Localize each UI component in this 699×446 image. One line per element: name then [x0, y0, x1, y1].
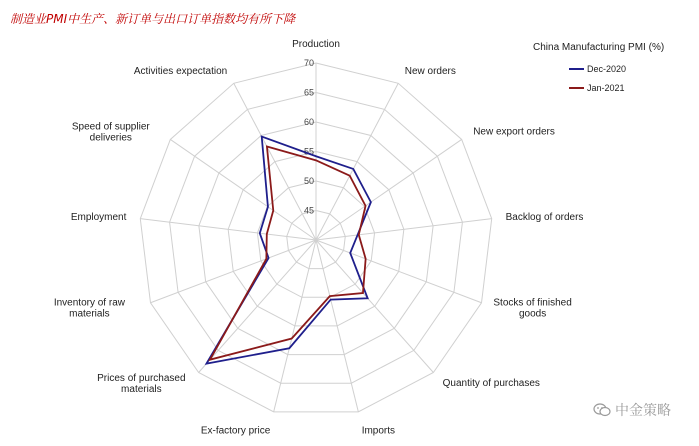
watermark — [593, 400, 671, 420]
axis-label: Quantity of purchases — [442, 377, 540, 389]
tick-label: 55 — [303, 146, 314, 157]
tick-label: 70 — [303, 58, 314, 68]
axis-label: Stocks of finished goods — [493, 297, 572, 320]
tick-label: 45 — [303, 205, 314, 216]
axis-label: Inventory of raw materials — [53, 297, 125, 320]
axis-label: Ex-factory price — [200, 425, 271, 437]
legend-label: Jan-2021 — [587, 83, 625, 93]
axis-spoke — [199, 240, 316, 372]
wechat-icon — [593, 403, 611, 417]
legend — [533, 42, 664, 93]
axis-spoke — [316, 83, 398, 240]
legend-label: Dec-2020 — [587, 64, 627, 74]
legend-title: China Manufacturing PMI (%) — [533, 42, 665, 53]
watermark-text: 中金策略 — [615, 403, 671, 419]
radar-ticks — [304, 58, 314, 216]
axis-label: Imports — [361, 425, 396, 437]
axis-label: Speed of supplier deliveries — [71, 121, 150, 144]
axis-label: Activities expectation — [133, 65, 228, 77]
axis-label: Employment — [70, 211, 127, 223]
axis-label: Backlog of orders — [505, 211, 584, 223]
axis-spoke — [234, 83, 316, 240]
axis-label: Production — [292, 39, 340, 50]
chart-caption: 制造业PMI中生产、新订单与出口订单指数均有所下降 — [10, 12, 296, 26]
radar-axes — [140, 63, 491, 412]
axis-label: New export orders — [473, 126, 555, 138]
tick-label: 60 — [303, 117, 314, 127]
axis-spoke — [316, 240, 433, 372]
axis-label: Prices of purchased materials — [97, 372, 186, 395]
tick-label: 50 — [303, 176, 314, 186]
tick-label: 65 — [303, 87, 314, 98]
axis-label: New orders — [404, 65, 456, 77]
